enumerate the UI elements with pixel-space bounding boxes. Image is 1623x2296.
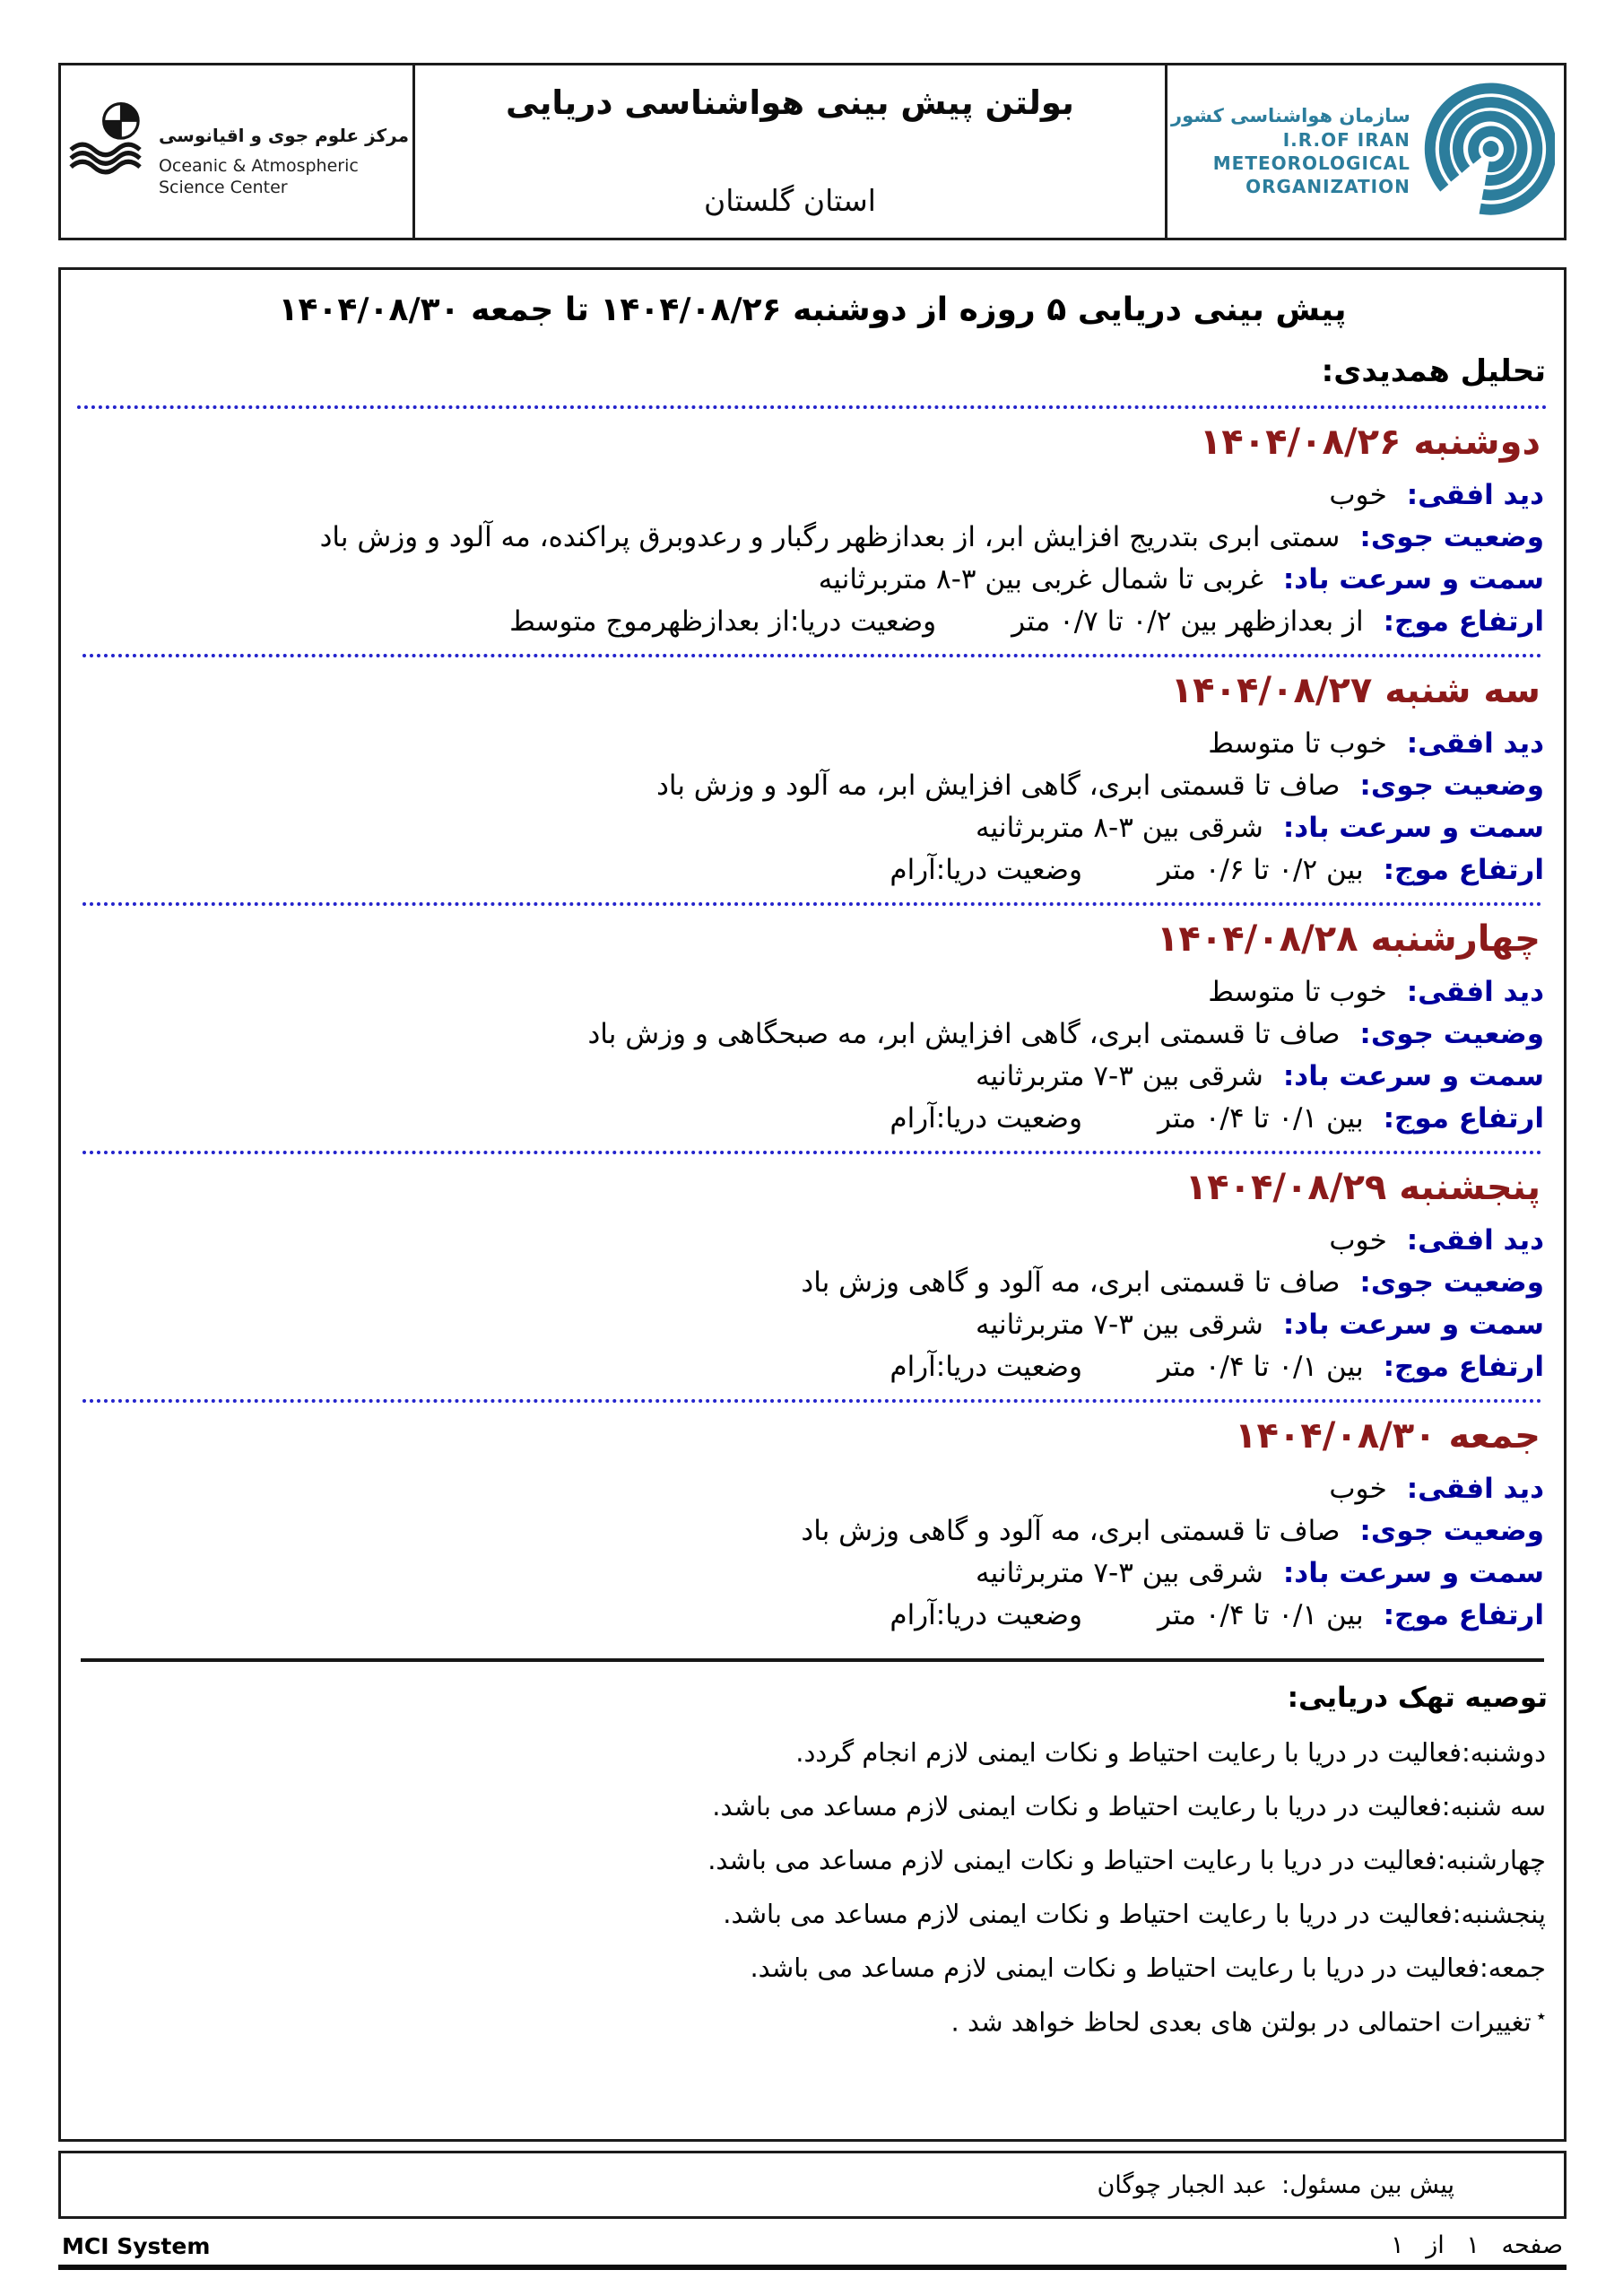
oceanic-center-name-en-2: Science Center [158,178,288,197]
wave-label: ارتفاع موج: [1383,1599,1544,1631]
responsible-forecaster-label: پیش بین مسئول: [1281,2170,1454,2199]
dotted-separator [82,1151,1542,1154]
wind-label: سمت و سرعت باد: [1282,1060,1544,1092]
weather-row [81,1266,1544,1299]
wind-row [81,1309,1544,1341]
weather-row [81,1515,1544,1547]
wind-value: غربی تا شمال غربی بین ۳-۸ متربرثانیه [818,563,1263,596]
province-subtitle: استان گلستان [704,183,876,218]
visibility-row [81,1473,1544,1505]
irimo-name-en-3: ORGANIZATION [1245,176,1410,197]
wind-label: سمت و سرعت باد: [1282,812,1544,844]
header [58,63,1567,240]
wind-row [81,1060,1544,1092]
day-date: سه شنبه ۱۴۰۴/۰۸/۲۷ [1170,670,1541,711]
visibility-row [81,1224,1544,1257]
system-name: MCI System [62,2233,211,2259]
oceanic-center-name-fa: مرکز علوم جوی و اقیانوسی [158,125,409,146]
day-block-monday [74,422,1551,657]
visibility-row [81,727,1544,760]
irimo-logo [1412,75,1555,228]
advisory-note [79,2006,1546,2038]
visibility-value: خوب [1329,479,1387,511]
sea-state-value: وضعیت دریا:آرام [890,854,1082,886]
wave-row [81,605,1544,638]
day-date: دوشنبه ۱۴۰۴/۰۸/۲۶ [1199,422,1541,463]
oceanic-center-text [159,125,409,198]
bottom-rule [58,2265,1567,2270]
weather-value: صاف تا قسمتی ابری، مه آلود و گاهی وزش باد [801,1515,1341,1547]
wind-value: شرقی بین ۳-۷ متربرثانیه [976,1060,1263,1092]
status-bar [58,2231,1567,2259]
dotted-separator [82,654,1542,657]
responsible-forecaster-box [58,2151,1567,2219]
wave-value: بین ۰/۱ تا ۰/۴ متر [1157,1102,1364,1135]
weather-label: وضعیت جوی: [1359,1515,1544,1547]
bulletin-title: بولتن پیش بینی هواشناسی دریایی [506,83,1074,122]
visibility-label: دید افقی: [1406,1473,1544,1505]
oceanic-center-logo [66,73,164,207]
wind-label: سمت و سرعت باد: [1282,563,1544,596]
footnote-marker: ٭ [1536,2006,1546,2026]
wave-row [81,1102,1544,1135]
wave-label: ارتفاع موج: [1383,1351,1544,1383]
forecast-title: پیش بینی دریایی ۵ روزه از دوشنبه ۱۴۰۴/۰۸/۲۶ تا جمعه ۱۴۰۴/۰۸/۳۰ [278,291,1347,328]
day-date: پنجشنبه ۱۴۰۴/۰۸/۲۹ [1185,1167,1541,1208]
irimo-name-en-1: I.R.OF IRAN [1282,129,1410,151]
sea-state-value: وضعیت دریا:آرام [890,1351,1082,1383]
weather-value: سمتی ابری بتدریج افزایش ابر، از بعدازظهر رگبار و رعدوبرق پراکنده، مه آلود و وزش باد [319,521,1341,553]
wave-label: ارتفاع موج: [1383,854,1544,886]
wind-row [81,812,1544,844]
visibility-label: دید افقی: [1406,1224,1544,1257]
visibility-value: خوب [1329,1473,1387,1505]
weather-label: وضعیت جوی: [1359,521,1544,553]
sea-state-value: وضعیت دریا:آرام [890,1102,1082,1135]
responsible-forecaster-name: عبد الجبار چوگان [1097,2170,1268,2199]
wave-value: بین ۰/۱ تا ۰/۴ متر [1157,1351,1364,1383]
day-block-tuesday [74,670,1551,906]
visibility-label: دید افقی: [1406,727,1544,760]
section-divider [81,1658,1544,1662]
wave-label: ارتفاع موج: [1383,1102,1544,1135]
visibility-value: خوب تا متوسط [1208,976,1387,1008]
visibility-row [81,479,1544,511]
weather-value: صاف تا قسمتی ابری، گاهی افزایش ابر، مه صبحگاهی و وزش باد [587,1018,1341,1050]
wind-value: شرقی بین ۳-۷ متربرثانیه [976,1309,1263,1341]
visibility-value: خوب تا متوسط [1208,727,1387,760]
marine-advisory-title: توصیه تهک دریایی: [1287,1682,1548,1714]
wave-row [81,1351,1544,1383]
wind-row [81,563,1544,596]
oceanic-center-cell [61,65,412,238]
day-date: جمعه ۱۴۰۴/۰۸/۳۰ [1235,1415,1541,1457]
visibility-label: دید افقی: [1406,976,1544,1008]
advisory-item-wednesday: چهارشنبه:فعالیت در دریا با رعایت احتیاط و نکات ایمنی لازم مساعد می باشد. [707,1845,1546,1875]
irimo-text [1171,105,1410,198]
forecast-box [58,267,1567,2142]
wind-row [81,1557,1544,1589]
dotted-separator [77,405,1548,409]
weather-value: صاف تا قسمتی ابری، گاهی افزایش ابر، مه آلود و وزش باد [656,770,1341,802]
visibility-label: دید افقی: [1406,479,1544,511]
wind-label: سمت و سرعت باد: [1282,1557,1544,1589]
irimo-cell [1165,65,1564,238]
advisory-item-thursday: پنجشنبه:فعالیت در دریا با رعایت احتیاط و نکات ایمنی لازم مساعد می باشد. [723,1899,1546,1929]
wave-value: از بعدازظهر بین ۰/۲ تا ۰/۷ متر [1011,605,1364,638]
wave-label: ارتفاع موج: [1383,605,1544,638]
day-date: چهارشنبه ۱۴۰۴/۰۸/۲۸ [1157,918,1541,960]
visibility-row [81,976,1544,1008]
oceanic-center-name-en-1: Oceanic & Atmospheric [158,156,359,176]
weather-label: وضعیت جوی: [1359,770,1544,802]
wave-row [81,854,1544,886]
advisory-item-tuesday: سه شنبه:فعالیت در دریا با رعایت احتیاط و نکات ایمنی لازم مساعد می باشد. [712,1791,1546,1822]
weather-label: وضعیت جوی: [1359,1266,1544,1299]
irimo-name-fa: سازمان هواشناسی کشور [1171,105,1410,126]
dotted-separator [82,1399,1542,1403]
advisory-item-friday: جمعه:فعالیت در دریا با رعایت احتیاط و نکات ایمنی لازم مساعد می باشد. [750,1952,1546,1983]
day-block-wednesday [74,918,1551,1154]
dotted-separator [82,902,1542,906]
irimo-name-en-2: METEOROLOGICAL [1212,152,1410,174]
weather-row [81,770,1544,802]
weather-row [81,521,1544,553]
synoptic-analysis-label: تحلیل همدیدی: [1321,353,1546,389]
wind-label: سمت و سرعت باد: [1282,1309,1544,1341]
wind-value: شرقی بین ۳-۷ متربرثانیه [976,1557,1263,1589]
sea-state-value: وضعیت دریا:آرام [890,1599,1082,1631]
visibility-value: خوب [1329,1224,1387,1257]
wave-value: بین ۰/۱ تا ۰/۴ متر [1157,1599,1364,1631]
advisory-note-text: تغییرات احتمالی در بولتن های بعدی لحاظ خواهد شد . [950,2006,1532,2038]
wind-value: شرقی بین ۳-۸ متربرثانیه [976,812,1263,844]
wave-row [81,1599,1544,1631]
sea-state-value: وضعیت دریا:از بعدازظهرموج متوسط [509,605,937,638]
advisory-item-monday: دوشنبه:فعالیت در دریا با رعایت احتیاط و نکات ایمنی لازم انجام گردد. [795,1737,1546,1768]
weather-row [81,1018,1544,1050]
day-block-friday [74,1415,1551,1631]
day-block-thursday [74,1167,1551,1403]
page-number: صفحه ۱ از ۱ [1391,2231,1563,2259]
weather-value: صاف تا قسمتی ابری، مه آلود و گاهی وزش باد [801,1266,1341,1299]
wave-value: بین ۰/۲ تا ۰/۶ متر [1157,854,1364,886]
bulletin-title-cell [412,65,1165,238]
weather-label: وضعیت جوی: [1359,1018,1544,1050]
